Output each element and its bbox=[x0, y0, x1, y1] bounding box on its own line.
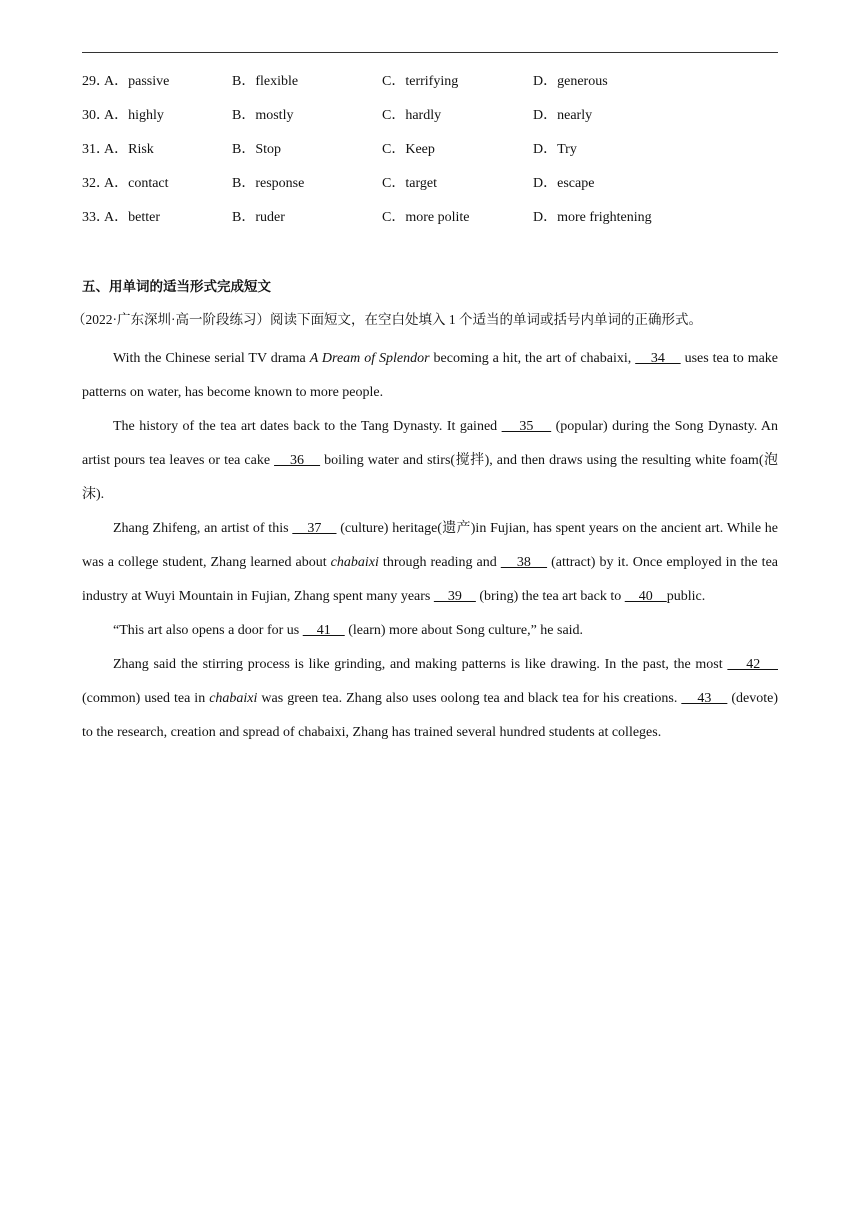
italic-term: chabaixi bbox=[330, 555, 379, 570]
option-a: A．highly bbox=[104, 108, 164, 123]
option-a: A．contact bbox=[104, 176, 169, 191]
text: (culture) heritage(遗产)in Fujian, has spent years on the ancient art. While he was a college student, Zhang learned about bbox=[82, 521, 779, 570]
option-b: B．Stop bbox=[232, 142, 282, 157]
option-c: C．Keep bbox=[382, 142, 435, 157]
blank-41[interactable]: 41 bbox=[302, 623, 345, 638]
text: (bring) the tea art back to bbox=[475, 589, 625, 604]
text: (common) used tea in bbox=[82, 691, 210, 706]
question-number: 32． bbox=[82, 176, 110, 191]
option-c: C．more polite bbox=[382, 210, 470, 225]
option-c: C．target bbox=[382, 176, 437, 191]
text: through reading and bbox=[378, 555, 501, 570]
paragraph-2 bbox=[82, 410, 778, 512]
text: becoming a hit, the art of chabaixi, bbox=[429, 351, 636, 366]
option-b: B．response bbox=[232, 176, 305, 191]
section-instruction: （2022·广东深圳·高一阶段练习）阅读下面短文，在空白处填入 1 个适当的单词或括号内单词的正确形式。 bbox=[72, 312, 702, 327]
option-b: B．ruder bbox=[232, 210, 285, 225]
question-row-30 bbox=[82, 106, 778, 140]
text: (attract) by it. Once employed in the tea industry at Wuyi Mountain in Fujian, Zhang spent many years bbox=[82, 555, 778, 604]
section-title: 五、用单词的适当形式完成短文 bbox=[82, 279, 271, 295]
question-number: 33． bbox=[82, 210, 110, 225]
question-number: 31． bbox=[82, 142, 110, 157]
header-rule bbox=[82, 52, 778, 53]
option-d: D．generous bbox=[533, 74, 608, 89]
option-c: C．terrifying bbox=[382, 74, 459, 89]
blank-39[interactable]: 39 bbox=[433, 589, 476, 604]
option-a: A．passive bbox=[104, 74, 170, 89]
blank-43[interactable]: 43 bbox=[681, 691, 728, 706]
text: public. bbox=[666, 589, 706, 604]
option-d: D．escape bbox=[533, 176, 595, 191]
question-row-29 bbox=[82, 72, 778, 106]
option-c: C．hardly bbox=[382, 108, 442, 123]
option-d: D．nearly bbox=[533, 108, 593, 123]
question-row-31 bbox=[82, 140, 778, 174]
option-a: A．Risk bbox=[104, 142, 154, 157]
paragraph-3 bbox=[82, 512, 778, 614]
text: With the Chinese serial TV drama bbox=[113, 351, 310, 366]
blank-36[interactable]: 36 bbox=[274, 453, 321, 468]
option-b: B．flexible bbox=[232, 74, 299, 89]
paragraph-5 bbox=[82, 648, 778, 750]
italic-term: chabaixi bbox=[209, 691, 258, 706]
option-a: A．better bbox=[104, 210, 160, 225]
blank-35[interactable]: 35 bbox=[501, 419, 552, 434]
text: (popular) during the Song Dynasty. An artist pours tea leaves or tea cake bbox=[82, 419, 778, 468]
drama-title: A Dream of Splendor bbox=[309, 351, 430, 366]
text: uses tea to make patterns on water, has become known to more people. bbox=[82, 351, 779, 400]
question-row-32 bbox=[82, 174, 778, 208]
text: boiling water and stirs(搅拌), and then draws using the resulting white foam(泡沫). bbox=[82, 453, 778, 502]
question-number: 29． bbox=[82, 74, 110, 89]
options-table bbox=[82, 72, 778, 242]
blank-40[interactable]: 40 bbox=[624, 589, 667, 604]
option-b: B．mostly bbox=[232, 108, 294, 123]
question-number: 30． bbox=[82, 108, 110, 123]
option-d: D．more frightening bbox=[533, 210, 652, 225]
blank-38[interactable]: 38 bbox=[500, 555, 548, 570]
paragraph-4 bbox=[82, 614, 778, 648]
blank-37[interactable]: 37 bbox=[292, 521, 337, 536]
blank-42[interactable]: 42 bbox=[727, 657, 778, 672]
question-row-33 bbox=[82, 208, 778, 242]
text: The history of the tea art dates back to the Tang Dynasty. It gained bbox=[113, 419, 502, 434]
blank-34[interactable]: 34 bbox=[635, 351, 681, 366]
text: was green tea. Zhang also uses oolong tea and black tea for his creations. bbox=[257, 691, 682, 706]
text: (learn) more about Song culture,” he said. bbox=[344, 623, 584, 638]
text: “This art also opens a door for us bbox=[113, 623, 303, 638]
paragraph-1 bbox=[82, 342, 778, 410]
option-d: D．Try bbox=[533, 142, 577, 157]
text: (devote) to the research, creation and spread of chabaixi, Zhang has trained several hundred students at colleges. bbox=[82, 691, 779, 740]
text: Zhang Zhifeng, an artist of this bbox=[113, 521, 293, 536]
reading-passage bbox=[82, 342, 778, 750]
text: Zhang said the stirring process is like grinding, and making patterns is like drawing. In the past, the most bbox=[113, 657, 728, 672]
